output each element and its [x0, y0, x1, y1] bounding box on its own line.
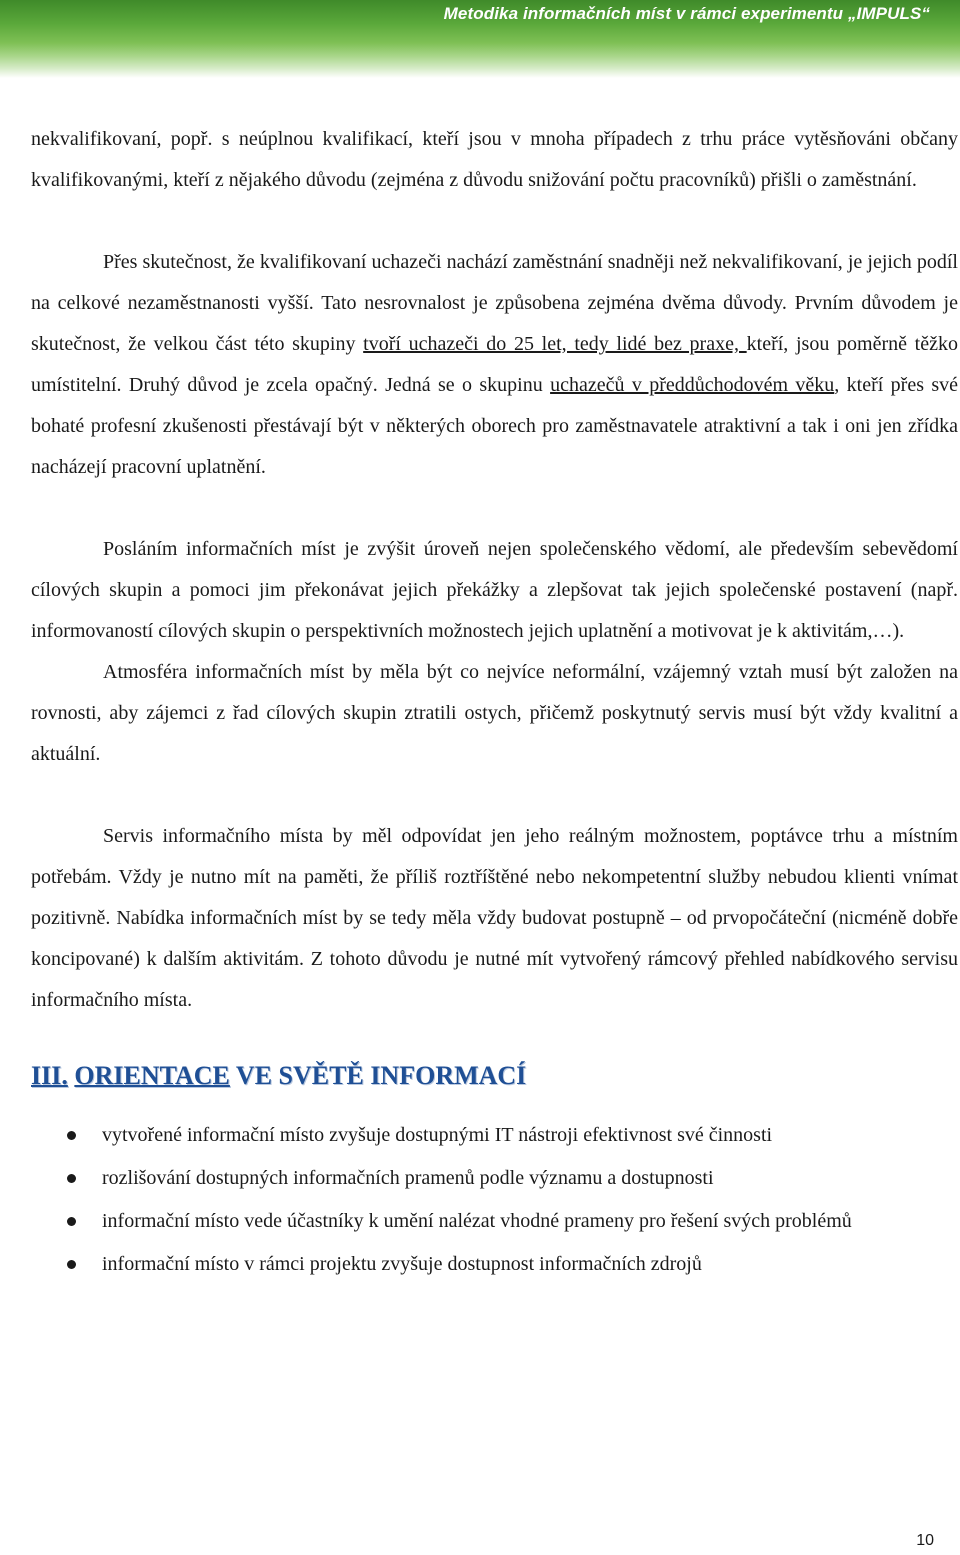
section-title-rest: VE SVĚTĚ INFORMACÍ — [229, 1061, 527, 1090]
paragraph-4: Atmosféra informačních míst by měla být co nejvíce neformální, vzájemný vztah musí být založen na rovnosti, aby zájemci z řad cílových skupin ztratili ostych, přičemž poskytnutý servis musí být vždy kvalitní a aktuální. — [31, 661, 958, 765]
bullet-icon — [67, 1131, 76, 1140]
list-item — [31, 1115, 958, 1156]
page-content — [31, 119, 958, 1287]
list-item-text: vytvořené informační místo zvyšuje dostupnými IT nástroji efektivnost své činnosti — [102, 1124, 773, 1146]
section-heading — [31, 1061, 958, 1091]
header-title: Metodika informačních míst v rámci experimentu „IMPULS“ — [443, 4, 930, 23]
paragraph-1: nekvalifikovaní, popř. s neúplnou kvalifikací, kteří jsou v mnoha případech z trhu práce vytěsňováni občany kvalifikovanými, kteří z nějakého důvodu (zejména z důvodu snižování počtu pracovníků) přišli o zaměstnání. — [31, 128, 958, 191]
paragraph-2-text-b: kteří, jsou poměrně těžko umístitelní. Druhý důvod je zcela opačný. Jedná se o skupinu — [31, 333, 958, 396]
bullet-icon — [67, 1217, 76, 1226]
paragraph-2-underlined-1: tvoří uchazeči do 25 let, tedy lidé bez praxe, — [363, 333, 747, 355]
paragraph-2 — [31, 242, 958, 488]
list-item-text: informační místo vede účastníky k umění nalézat vhodné prameny pro řešení svých problémů — [102, 1210, 852, 1232]
paragraph-2-text-a: Přes skutečnost, že kvalifikovaní uchazeči nachází zaměstnání snadněji než nekvalifikovaní, je jejich podíl na celkové nezaměstnanosti vyšší. Tato nesrovnalost je způsobena zejména dvěma důvody. Prvním důvodem je skutečnost, že velkou část této skupiny — [31, 251, 958, 355]
section-title-underlined: ORIENTACE — [74, 1061, 230, 1090]
list-item — [31, 1158, 958, 1199]
list-item-text: rozlišování dostupných informačních pramenů podle významu a dostupnosti — [102, 1167, 714, 1189]
paragraph-5: Servis informačního místa by měl odpovídat jen jeho reálným možnostem, poptávce trhu a místním potřebám. Vždy je nutno mít na paměti, že příliš roztříštěné nebo nekompetentní služby nebudou klienti vnímat pozitivně. Nabídka informačních míst by se tedy měla vždy budovat postupně – od prvopočáteční (nicméně dobře koncipované) k dalším aktivitám. Z tohoto důvodu je nutné mít vytvořený rámcový přehled nabídkového servisu informačního místa. — [31, 825, 958, 1011]
list-item — [31, 1201, 958, 1242]
bullet-list — [31, 1115, 958, 1285]
paragraph-2-underlined-2: uchazečů v předdůchodovém věku — [550, 374, 835, 396]
bullet-icon — [67, 1174, 76, 1183]
list-item — [31, 1244, 958, 1285]
bullet-icon — [67, 1260, 76, 1269]
page-number: 10 — [916, 1532, 934, 1549]
paragraph-3: Posláním informačních míst je zvýšit úroveň nejen společenského vědomí, ale především sebevědomí cílových skupin a pomoci jim překonávat jejich překážky a zlepšovat tak jejich společenské postavení (např. informovaností cílových skupin o perspektivních možnostech jejich uplatnění a motivovat je k aktivitám,…). — [31, 538, 958, 642]
list-item-text: informační místo v rámci projektu zvyšuje dostupnost informačních zdrojů — [102, 1253, 702, 1275]
section-number: III. — [31, 1061, 68, 1090]
header-band — [0, 0, 960, 78]
paragraph-2-text-c: , kteří přes své bohaté profesní zkušenosti přestávají být v některých oborech pro zaměstnavatele atraktivní a tak i oni jen zřídka nacházejí pracovní uplatnění. — [31, 374, 958, 478]
